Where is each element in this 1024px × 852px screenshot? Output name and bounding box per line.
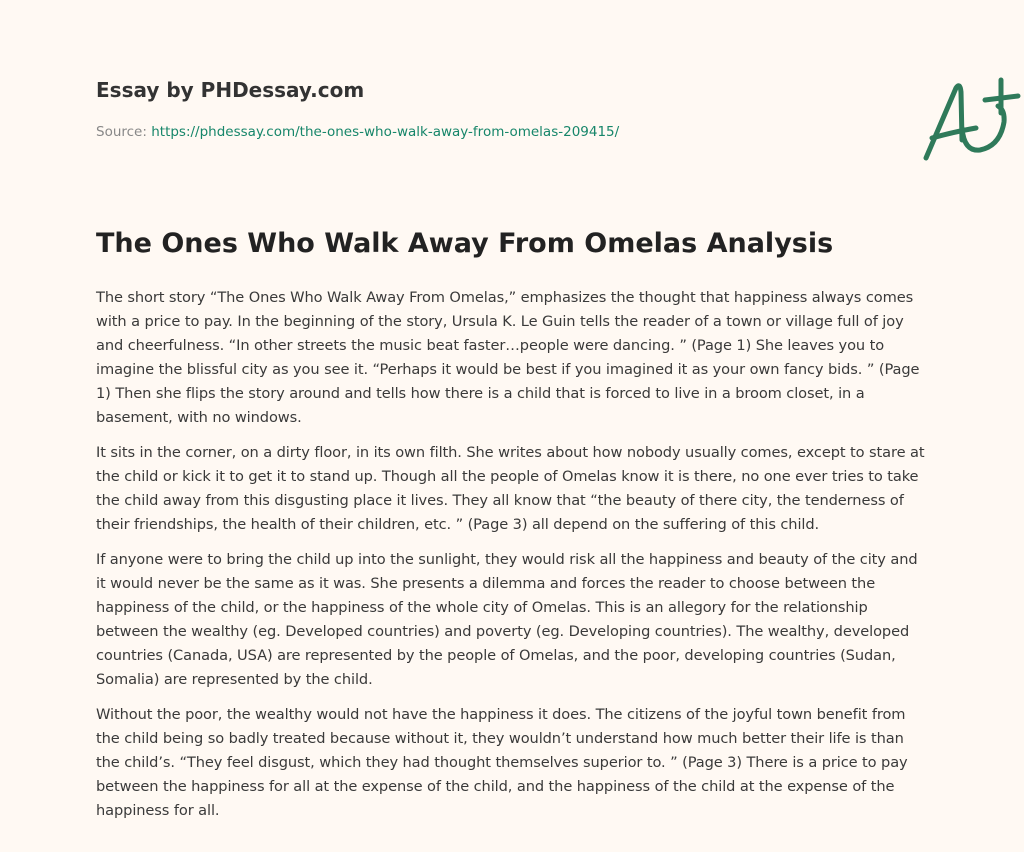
- source-line: [96, 124, 619, 140]
- paragraph: If anyone were to bring the child up into the sunlight, they would risk all the happiness and beauty of the city and it would never be the same as it was. She presents a dilemma and forces the reader to choose between the happiness of the child, or the happiness of the whole city of Omelas. This is an allegory for the relationship between the wealthy (eg. Developed countries) and poverty (eg. Developing countries). The wealthy, developed countries (Canada, USA) are represented by the people of Omelas, and the poor, developing countries (Sudan, Somalia) are represented by the child.: [96, 551, 918, 688]
- paragraph: The short story “The Ones Who Walk Away From Omelas,” emphasizes the thought that happiness always comes with a price to pay. In the beginning of the story, Ursula K. Le Guin tells the reader of a town or village full of joy and cheerfulness. “In other streets the music beat faster…people were dancing. ” (Page 1) She leaves you to imagine the blissful city as you see it. “Perhaps it would be best if you imagined it as your own fancy bids. ” (Page 1) Then she flips the story around and tells how there is a child that is forced to live in a broom closet, in a basement, with no windows.: [96, 289, 920, 426]
- source-link[interactable]: https://phdessay.com/the-ones-who-walk-away-from-omelas-209415/: [151, 124, 620, 140]
- paragraph: Without the poor, the wealthy would not have the happiness it does. The citizens of the joyful town benefit from the child being so badly treated because without it, they wouldn’t understand how much better their life is than the child’s. “They feel disgust, which they had thought themselves superior to. ” (Page 3) There is a price to pay between the happiness for all at the expense of the child, and the happiness of the child at the expense of the happiness for all.: [96, 706, 908, 819]
- source-label: Source:: [96, 124, 147, 140]
- a-plus-logo-icon: [918, 70, 1024, 165]
- paragraph: It sits in the corner, on a dirty floor, in its own filth. She writes about how nobody usually comes, except to stare at the child or kick it to get it to stand up. Though all the people of Omelas know it is there, no one ever tries to take the child away from this disgusting place it lives. They all know that “the beauty of there city, the tenderness of their friendships, the health of their children, etc. ” (Page 3) all depend on the suffering of this child.: [96, 444, 925, 533]
- article-title: The Ones Who Walk Away From Omelas Analysis: [96, 228, 834, 259]
- site-title: Essay by PHDessay.com: [96, 78, 365, 102]
- article-body: [96, 286, 930, 834]
